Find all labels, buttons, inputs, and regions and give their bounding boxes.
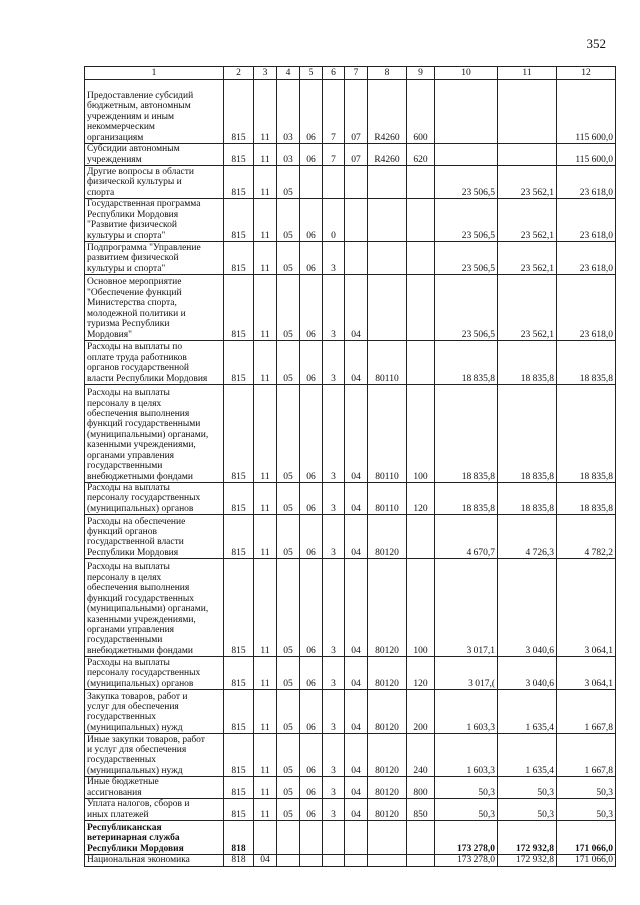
table-row: [85, 734, 616, 777]
code-cell: 100: [407, 385, 435, 483]
code-cell: 06: [300, 515, 323, 559]
code-cell: [368, 199, 407, 242]
code-cell: 06: [300, 242, 323, 275]
code-cell: 11: [254, 515, 277, 559]
code-cell: 11: [254, 559, 277, 657]
code-cell: 818: [224, 821, 254, 855]
column-header: 1: [85, 67, 224, 80]
code-cell: [368, 242, 407, 275]
amount-cell: 1 635,4: [498, 734, 557, 777]
code-cell: 03: [277, 80, 300, 144]
amount-cell: 23 506,5: [435, 199, 498, 242]
code-cell: [345, 855, 368, 866]
code-cell: 04: [345, 657, 368, 690]
code-cell: 05: [277, 483, 300, 515]
amount-cell: 23 506,5: [435, 275, 498, 341]
code-cell: 11: [254, 483, 277, 515]
code-cell: 06: [300, 341, 323, 385]
code-cell: 600: [407, 80, 435, 144]
row-name-cell: Национальная экономика: [85, 855, 224, 866]
code-cell: 11: [254, 734, 277, 777]
code-cell: 3: [323, 515, 345, 559]
code-cell: 850: [407, 799, 435, 821]
code-cell: 06: [300, 80, 323, 144]
row-name-cell: Расходы на выплаты персоналу государственных (муниципальных) органов: [85, 657, 224, 690]
amount-cell: 115 600,0: [557, 80, 616, 144]
code-cell: [277, 855, 300, 866]
table-row: [85, 559, 616, 657]
row-name-cell: Другие вопросы в области физической культуры и спорта: [85, 166, 224, 199]
code-cell: 06: [300, 199, 323, 242]
code-cell: 04: [345, 385, 368, 483]
code-cell: 240: [407, 734, 435, 777]
code-cell: 04: [345, 734, 368, 777]
code-cell: 05: [277, 559, 300, 657]
amount-cell: 172 932,8: [498, 855, 557, 866]
code-cell: 06: [300, 385, 323, 483]
table-header-row: [85, 67, 616, 80]
code-cell: 05: [277, 275, 300, 341]
row-name-cell: Иные закупки товаров, работ и услуг для обеспечения государственных (муниципальных) нужд: [85, 734, 224, 777]
amount-cell: 18 835,8: [498, 385, 557, 483]
amount-cell: 18 835,8: [435, 341, 498, 385]
code-cell: 04: [254, 855, 277, 866]
code-cell: 815: [224, 199, 254, 242]
table-row: [85, 799, 616, 821]
column-header: 9: [407, 67, 435, 80]
code-cell: 05: [277, 385, 300, 483]
code-cell: 05: [277, 657, 300, 690]
row-name-cell: Закупка товаров, работ и услуг для обеспечения государственных (муниципальных) нужд: [85, 690, 224, 734]
row-name-cell: Подпрограмма "Управление развитием физической культуры и спорта": [85, 242, 224, 275]
table-row: [85, 515, 616, 559]
table-row: [85, 777, 616, 799]
code-cell: 3: [323, 483, 345, 515]
amount-cell: 50,3: [557, 777, 616, 799]
amount-cell: 50,3: [435, 777, 498, 799]
code-cell: 7: [323, 144, 345, 166]
amount-cell: 3 064,1: [557, 657, 616, 690]
code-cell: 815: [224, 166, 254, 199]
amount-cell: [435, 144, 498, 166]
amount-cell: 23 618,0: [557, 166, 616, 199]
row-name-cell: Расходы на выплаты по оплате труда работников органов государственной власти Республики Мордовия: [85, 341, 224, 385]
code-cell: 11: [254, 690, 277, 734]
amount-cell: 23 506,5: [435, 242, 498, 275]
code-cell: 04: [345, 690, 368, 734]
code-cell: 3: [323, 385, 345, 483]
code-cell: 815: [224, 242, 254, 275]
code-cell: 620: [407, 144, 435, 166]
code-cell: 80120: [368, 559, 407, 657]
row-name-cell: Расходы на выплаты персоналу в целях обеспечения выполнения функций государственных (муниципальными) органами, казенными учреждениями, органами управления государственными внебюджетными фондами: [85, 559, 224, 657]
code-cell: 80110: [368, 385, 407, 483]
code-cell: 07: [345, 80, 368, 144]
row-name-cell: Предоставление субсидий бюджетным, автономным учреждениям и иным некоммерческим организациям: [85, 80, 224, 144]
code-cell: [407, 821, 435, 855]
table-row: [85, 144, 616, 166]
code-cell: [345, 821, 368, 855]
amount-cell: 3 017,(: [435, 657, 498, 690]
code-cell: 815: [224, 515, 254, 559]
code-cell: 80110: [368, 483, 407, 515]
amount-cell: 3 040,6: [498, 657, 557, 690]
code-cell: 11: [254, 199, 277, 242]
code-cell: 80120: [368, 799, 407, 821]
code-cell: 05: [277, 515, 300, 559]
amount-cell: 1 635,4: [498, 690, 557, 734]
column-header: 11: [498, 67, 557, 80]
code-cell: 3: [323, 734, 345, 777]
amount-cell: 18 835,8: [498, 483, 557, 515]
amount-cell: 115 600,0: [557, 144, 616, 166]
amount-cell: 50,3: [498, 777, 557, 799]
amount-cell: 18 835,8: [557, 385, 616, 483]
table-row: [85, 341, 616, 385]
code-cell: [407, 515, 435, 559]
code-cell: 06: [300, 657, 323, 690]
code-cell: [323, 855, 345, 866]
amount-cell: 50,3: [435, 799, 498, 821]
amount-cell: 18 835,8: [557, 341, 616, 385]
code-cell: 06: [300, 690, 323, 734]
code-cell: 80120: [368, 734, 407, 777]
code-cell: [300, 166, 323, 199]
code-cell: [368, 275, 407, 341]
page-number: 352: [586, 36, 606, 51]
amount-cell: 18 835,8: [435, 385, 498, 483]
column-header: 12: [557, 67, 616, 80]
amount-cell: 23 562,1: [498, 199, 557, 242]
code-cell: 11: [254, 242, 277, 275]
code-cell: [407, 199, 435, 242]
code-cell: 815: [224, 144, 254, 166]
amount-cell: [498, 80, 557, 144]
code-cell: 80120: [368, 777, 407, 799]
code-cell: 815: [224, 80, 254, 144]
code-cell: 815: [224, 559, 254, 657]
amount-cell: 18 835,8: [498, 341, 557, 385]
code-cell: 815: [224, 799, 254, 821]
code-cell: 11: [254, 777, 277, 799]
code-cell: [368, 166, 407, 199]
code-cell: [323, 166, 345, 199]
table-row: [85, 242, 616, 275]
amount-cell: 172 932,8: [498, 821, 557, 855]
code-cell: 11: [254, 341, 277, 385]
code-cell: 05: [277, 777, 300, 799]
amount-cell: 3 017,1: [435, 559, 498, 657]
code-cell: 3: [323, 777, 345, 799]
amount-cell: 171 066,0: [557, 821, 616, 855]
code-cell: 815: [224, 341, 254, 385]
code-cell: 04: [345, 483, 368, 515]
code-cell: 815: [224, 734, 254, 777]
code-cell: 04: [345, 559, 368, 657]
code-cell: 815: [224, 385, 254, 483]
row-name-cell: Республиканская ветеринарная служба Республики Мордовия: [85, 821, 224, 855]
table-row: [85, 657, 616, 690]
code-cell: 11: [254, 275, 277, 341]
code-cell: [407, 275, 435, 341]
code-cell: [368, 855, 407, 866]
code-cell: 06: [300, 144, 323, 166]
code-cell: [368, 821, 407, 855]
table-row: [85, 385, 616, 483]
code-cell: 7: [323, 80, 345, 144]
code-cell: [300, 855, 323, 866]
code-cell: 06: [300, 275, 323, 341]
amount-cell: 4 670,7: [435, 515, 498, 559]
amount-cell: 4 782,2: [557, 515, 616, 559]
amount-cell: 23 506,5: [435, 166, 498, 199]
amount-cell: [435, 80, 498, 144]
row-name-cell: Субсидии автономным учреждениям: [85, 144, 224, 166]
column-header: 8: [368, 67, 407, 80]
code-cell: 3: [323, 559, 345, 657]
code-cell: 800: [407, 777, 435, 799]
code-cell: 05: [277, 166, 300, 199]
amount-cell: 1 667,8: [557, 690, 616, 734]
code-cell: 11: [254, 144, 277, 166]
amount-cell: 50,3: [498, 799, 557, 821]
code-cell: [345, 166, 368, 199]
table-row: [85, 166, 616, 199]
table-row: [85, 199, 616, 242]
code-cell: 3: [323, 341, 345, 385]
amount-cell: 1 667,8: [557, 734, 616, 777]
code-cell: 120: [407, 483, 435, 515]
code-cell: 06: [300, 559, 323, 657]
row-name-cell: Расходы на выплаты персоналу государственных (муниципальных) органов: [85, 483, 224, 515]
code-cell: 3: [323, 690, 345, 734]
code-cell: 815: [224, 275, 254, 341]
code-cell: 815: [224, 690, 254, 734]
code-cell: 200: [407, 690, 435, 734]
code-cell: 80120: [368, 515, 407, 559]
code-cell: 04: [345, 515, 368, 559]
row-name-cell: Уплата налогов, сборов и иных платежей: [85, 799, 224, 821]
code-cell: 80120: [368, 690, 407, 734]
code-cell: 05: [277, 690, 300, 734]
amount-cell: 18 835,8: [435, 483, 498, 515]
code-cell: 06: [300, 799, 323, 821]
code-cell: 80110: [368, 341, 407, 385]
code-cell: 11: [254, 657, 277, 690]
code-cell: 03: [277, 144, 300, 166]
code-cell: [254, 821, 277, 855]
row-name-cell: Иные бюджетные ассигнования: [85, 777, 224, 799]
table-row: [85, 80, 616, 144]
code-cell: R4260: [368, 144, 407, 166]
code-cell: 07: [345, 144, 368, 166]
code-cell: 815: [224, 483, 254, 515]
code-cell: 05: [277, 734, 300, 777]
code-cell: 06: [300, 483, 323, 515]
code-cell: [323, 821, 345, 855]
row-name-cell: Государственная программа Республики Мордовия "Развитие физической культуры и спорта": [85, 199, 224, 242]
amount-cell: 50,3: [557, 799, 616, 821]
column-header: 4: [277, 67, 300, 80]
code-cell: 3: [323, 275, 345, 341]
code-cell: 05: [277, 341, 300, 385]
code-cell: [407, 341, 435, 385]
row-name-cell: Основное мероприятие "Обеспечение функций Министерства спорта, молодежной политики и туризма Республики Мордовия": [85, 275, 224, 341]
code-cell: [407, 242, 435, 275]
row-name-cell: Расходы на обеспечение функций органов государственной власти Республики Мордовия: [85, 515, 224, 559]
code-cell: 0: [323, 199, 345, 242]
code-cell: [345, 199, 368, 242]
code-cell: 80120: [368, 657, 407, 690]
amount-cell: 1 603,3: [435, 734, 498, 777]
amount-cell: 171 066,0: [557, 855, 616, 866]
code-cell: [345, 242, 368, 275]
code-cell: 11: [254, 80, 277, 144]
code-cell: [407, 166, 435, 199]
code-cell: 04: [345, 275, 368, 341]
code-cell: 3: [323, 657, 345, 690]
column-header: 2: [224, 67, 254, 80]
table-row: [85, 855, 616, 866]
code-cell: 11: [254, 385, 277, 483]
code-cell: 815: [224, 657, 254, 690]
code-cell: 06: [300, 734, 323, 777]
amount-cell: 3 040,6: [498, 559, 557, 657]
budget-table: [84, 66, 616, 867]
table-row: [85, 275, 616, 341]
column-header: 10: [435, 67, 498, 80]
column-header: 7: [345, 67, 368, 80]
amount-cell: 23 618,0: [557, 275, 616, 341]
code-cell: 05: [277, 199, 300, 242]
amount-cell: 23 562,1: [498, 242, 557, 275]
amount-cell: 173 278,0: [435, 821, 498, 855]
code-cell: 3: [323, 242, 345, 275]
code-cell: [407, 855, 435, 866]
code-cell: 100: [407, 559, 435, 657]
code-cell: 3: [323, 799, 345, 821]
code-cell: 05: [277, 242, 300, 275]
amount-cell: 23 618,0: [557, 199, 616, 242]
table-row: [85, 483, 616, 515]
code-cell: 120: [407, 657, 435, 690]
amount-cell: 23 618,0: [557, 242, 616, 275]
code-cell: 04: [345, 799, 368, 821]
amount-cell: 23 562,1: [498, 166, 557, 199]
table-row: [85, 821, 616, 855]
amount-cell: 1 603,3: [435, 690, 498, 734]
code-cell: 04: [345, 777, 368, 799]
code-cell: 06: [300, 777, 323, 799]
column-header: 3: [254, 67, 277, 80]
table-row: [85, 690, 616, 734]
code-cell: R4260: [368, 80, 407, 144]
code-cell: 818: [224, 855, 254, 866]
code-cell: 04: [345, 341, 368, 385]
column-header: 5: [300, 67, 323, 80]
amount-cell: 173 278,0: [435, 855, 498, 866]
amount-cell: 18 835,8: [557, 483, 616, 515]
column-header: 6: [323, 67, 345, 80]
code-cell: 815: [224, 777, 254, 799]
code-cell: 11: [254, 799, 277, 821]
code-cell: 11: [254, 166, 277, 199]
amount-cell: 3 064,1: [557, 559, 616, 657]
code-cell: [300, 821, 323, 855]
code-cell: [277, 821, 300, 855]
amount-cell: 4 726,3: [498, 515, 557, 559]
amount-cell: [498, 144, 557, 166]
row-name-cell: Расходы на выплаты персоналу в целях обеспечения выполнения функций государственными (муниципальными) органами, казенными учреждениями, органами управления государственными внебюджетными фондами: [85, 385, 224, 483]
amount-cell: 23 562,1: [498, 275, 557, 341]
code-cell: 05: [277, 799, 300, 821]
